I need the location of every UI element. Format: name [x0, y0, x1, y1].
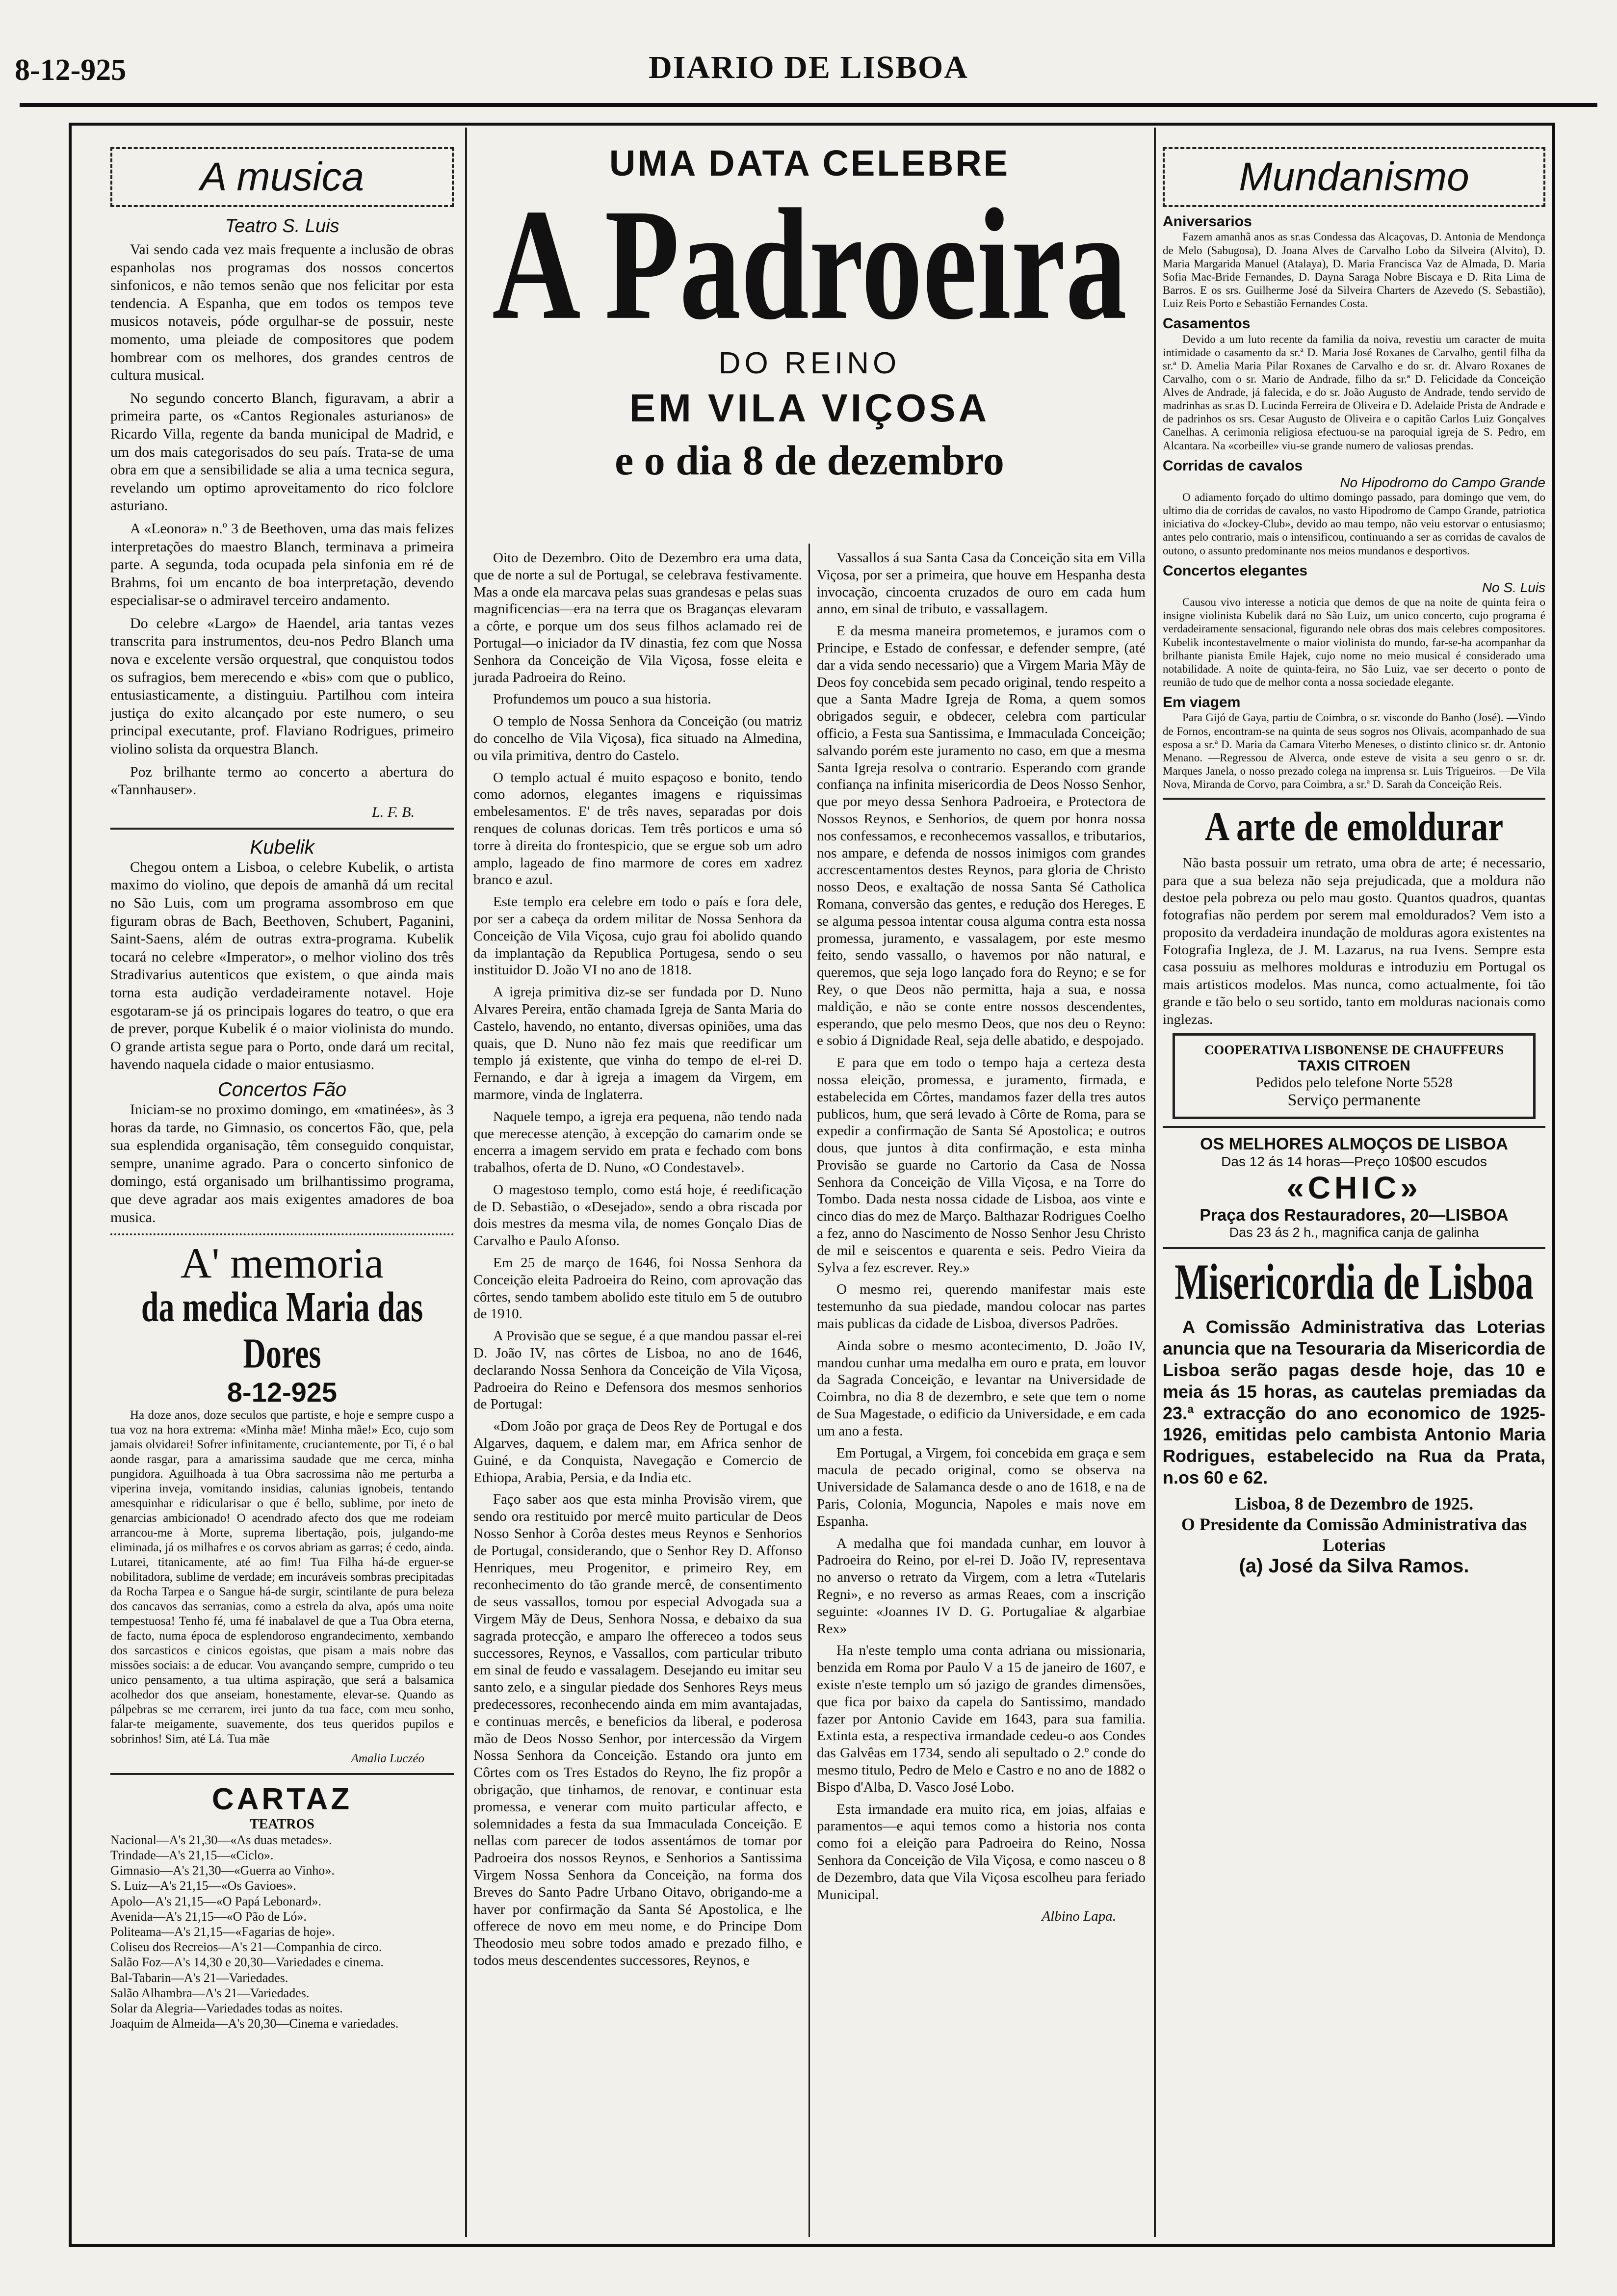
divider — [110, 1773, 454, 1775]
column-rule — [1154, 128, 1156, 2237]
center-column-2 — [817, 549, 1146, 1925]
paragraph: E para que em todo o tempo haja a certeza desta nossa eleição, promessa, e juramento, firmada, e estabelecida em Côrtes, mandamos fazer della tres autos publicos, hum, que será levado à Côrte de Roma, para se expedir a confirmação de Santa Sé Apostolica; e outros dous, que juntos à dita confirmação, e esta minha Provisão se guarde no Cartorio da Casa de Nossa Senhora da Conceição de Villa Viçosa, e na Torre do Tombo. Dada nesta nossa cidade de Lisboa, aos vinte e cinco dias do mez de Março. Balthazar Rodrigues Coelho a fez, anno do Nascimento de Nosso Senhor Jesu Christo de mil e seiscentos e quarenta e seis. Pedro Vieira da Sylva a fez escrever. Rey.» — [817, 1055, 1146, 1276]
corridas-text: O adiamento forçado do ultimo domingo passado, para domingo que vem, do ultimo dia de corridas de cavalos, no vasto Hipodromo de Campo Grande, patriotica iniciativa do «Jockey-Club», devido ao mau tempo, não veiu estorvar o entusiasmo; antes pelo contrario, mais o intensificou, continuando a ser as corridas de cavalos de outono, o assunto predominante nos meios mundanos e desportivos. — [1163, 491, 1545, 557]
divider — [110, 1233, 454, 1235]
cartaz-title: CARTAZ — [211, 1782, 353, 1816]
paragraph: A Provisão que se segue, é a que mandou passar el-rei D. João IV, nas côrtes de Lisboa, no ano de 1646, declarando Nossa Senhora da Conceição de Vila Viçosa, Padroeira do Reino e Defensora dos mesmos senhorios de Portugal: — [473, 1328, 802, 1412]
cartaz-item: Salão Alhambra—A's 21—Variedades. — [110, 1985, 310, 2000]
cartaz-item: Apolo—A's 21,15—«O Papá Lebonard». — [110, 1894, 322, 1908]
header-rule — [20, 103, 1597, 107]
viagem-text: Para Gijó de Gaya, partiu de Coimbra, o sr. visconde do Banho (José). —Vindo de Fornos, encontram-se na quinta de seus sogros nos Olivais, acompanhado de sua esposa a sr.ª D. Maria da Camara Viterbo Meneses, o distinto clinico sr. dr. Antonio Menano. —Regressou de Alverca, onde esteve de visita a seu genro o sr. dr. Marques Janela, o nosso prezado colega na imprensa sr. Luis Trigueiros. —De Vila Nova, Miranda de Corvo, para Coimbra, a sr.ª D. Sarah da Conceição Reis. — [1163, 711, 1545, 791]
section-title-mundanismo: Mundanismo — [1163, 147, 1545, 207]
concertos-subheading: No S. Luis — [1482, 580, 1545, 596]
paragraph: Em 25 de março de 1646, foi Nossa Senhora da Conceição eleita Padroeira do Reino, com aprovação das côrtes, sendo tambem abolido este titulo em 5 de outubro de 1910. — [473, 1255, 802, 1322]
divider — [110, 828, 454, 830]
paragraph: A igreja primitiva diz-se ser fundada por D. Nuno Alvares Pereira, então chamada Igreja de Santa Maria do Castelo, havendo, no entanto, diversas opiniões, uma das quais, que D. Nuno não fez mais que reedificar um templo já existente, que vinha do tempo de el-rei D. Fernando, e dar à igreja a imagem da Virgem, em marmore, vinda de Inglaterra. — [473, 984, 802, 1102]
teatro-signature: L. F. B. — [372, 804, 415, 820]
paragraph: Vassallos á sua Santa Casa da Conceição sita em Villa Viçosa, por ser a primeira, que houve em Hespanha desta invocação, cincoenta cruzados de ouro em cada hum anno, em sinal de tributo, e vassallagem. — [817, 550, 1146, 617]
paragraph: Naquele tempo, a igreja era pequena, não tendo nada que merecesse atenção, à excepção do camarim onde se encerra a imagem servido em prata e fechado com bons trabalhos, oferta de D. Nuno, «O Condestavel». — [473, 1108, 802, 1176]
coop-ad — [1173, 1033, 1536, 1119]
casamentos-text: Devido a um luto recente da familia da noiva, revestiu um caracter de muita intimidade o casamento da sr.ª D. Maria José Roxanes de Carvalho, gentil filha da sr.ª D. Amelia Maria Pilar Roxanes de Carvalho e do sr. dr. Alvaro Roxanes de Carvalho, com o sr. Mario de Andrade, filho da sr.ª D. Felicidade da Conceição Alves de Andrade, já falecida, e do sr. João Augusto de Andrade, tendo servido de madrinhas as sr.as D. Lucinda Ferreira de Oliveira e D. Adelaide Prista de Andrade e de padrinhos os srs. Cesar Augusto de Oliveira e o capitão Carlos Luiz Gonçalves Canelhas. A cerimonia religiosa efectuou-se na paroquial igreja de S. Pedro, em Alcantara. Na «corbeille» viu-se grande numero de valiosas prendas. — [1163, 333, 1545, 452]
teatro-article — [110, 241, 454, 799]
chic-line1: OS MELHORES ALMOÇOS DE LISBOA — [1200, 1134, 1508, 1153]
chic-ad — [1163, 1135, 1545, 1240]
cartaz-item: Salão Foz—A's 14,30 e 20,30—Variedades e cinema. — [110, 1955, 384, 1970]
column-rule — [465, 128, 467, 2237]
paragraph: A medalha que foi mandada cunhar, em louvor à Padroeira do Reino, por el-rei D. João IV, representava no anverso o retrato da Virgem, com a letra «Tutelaris Regni», e no reverso as armas Reaes, com a inscrição seguinte: «Joannes IV D. G. Portugaliae & algarbiae Rex» — [817, 1535, 1146, 1637]
memoria-title: A' memoria — [180, 1240, 384, 1288]
coop-service: Serviço permanente — [1287, 1091, 1421, 1109]
memoria-subtitle: da medica Maria das Dores — [141, 1283, 423, 1377]
paragraph: O templo actual é muito espaçoso e bonito, tendo como adornos, elegantes imagens e riquissimas embelesamentos. E' de três naves, separadas por dois renques de colunas doricas. Tem três porticos e uma só torre à direita do frontespicio, que se ergue sob um adro amplo, lageado de fino marmore de cores em xadrez branco e azul. — [473, 769, 802, 888]
page-date: 8-12-925 — [15, 53, 127, 87]
paragraph: Em Portugal, a Virgem, foi concebida em graça e sem macula de pecado original, como se observa na Universidade de Salamanca desde o ano de 1618, e na de Paris, Colonia, Moguncia, Napoles e mais nove em Espanha. — [817, 1445, 1146, 1529]
paragraph: Profundemos um pouco a sua historia. — [493, 691, 711, 707]
headline-sub1: DO REINO — [718, 346, 901, 380]
viagem-heading: Em viagem — [1163, 694, 1241, 710]
paragraph: E da mesma maneira prometemos, e juramos com o Principe, e Estado de confessar, e defender sempre, (até dar a vida sendo necessario) que a Virgem Maria Mãy de Deos foy concebida sem pecado original, tendo respeito a que a Santa Madre Igreja de Roma, a quem somos obrigados seguir, e obdecer, celebra com particular officio, a Festa sua Santissima, e Immaculada Conceição; salvando porém este juramento no caso, em que a mesma Santa Igreja resolva o contrario. Esperando com grande confiança na infinita misericordia de Deos Nosso Senhor, que por meyo dessa Senhora Padroeira, e Protectora de Nossos Reynos, e Senhorios, de quem por honra nossa nos confessamos, e reconhecemos vassallos, e tributarios, nos ampare, e defenda de nossos inimigos com grandes accrescentamentos destes Reynos, para gloria de Christo nosso Deos, e exaltação de nossa Santa Sé Catholica Romana, conversão das gentes, e redução dos Hereges. E se alguma pessoa intentar cousa alguma contra esta nossa promessa, juramento, e vassalagem, por este mesmo feito, sendo vassallo, o havemos por não natural, e queremos, que seja logo lançado fora do Reyno; e se for Rey, o que Deos não permitta, haja a sua, e nossa maldição, e não se conte entre nossos descendentes, esperando, que pelo mesmo Deos, que nos deu o Reyno: e sobio á Dignidade Real, seja delle abatido, e despojado. — [817, 623, 1146, 1049]
headline-main: A Padroeira — [492, 176, 1127, 353]
cartaz-item: Coliseu dos Recreios—A's 21—Companhia de circo. — [110, 1940, 382, 1955]
section-title-musica: A musica — [110, 147, 454, 207]
cartaz-item: Solar da Alegria—Variedades todas as noites. — [110, 2001, 343, 2015]
paragraph: Do celebre «Largo» de Haendel, aria tantas vezes transcrita para instrumentos, deu-nos Pedro Blanch uma nova e excelente versão orquestral, que conquistou todos os sufragios, bem merecendo e «bis» com que o publico, entusiasticamente, a distinguiu. Partilhou com inteira justiça do exito alcançado por este numero, o seu principal executante, prof. Flaviano Rodrigues, primeiro violino solista da orquestra Blanch. — [110, 615, 454, 757]
paragraph: O templo de Nossa Senhora da Conceição (ou matriz do concelho de Vila Viçosa), fica situado na Almedina, ou vila primitiva, dentro do Castelo. — [473, 713, 802, 763]
cartaz-item: Joaquim de Almeida—A's 20,30—Cinema e variedades. — [110, 2016, 399, 2031]
cartaz-item: Trindade—A's 21,15—«Ciclo». — [110, 1848, 274, 1863]
paragraph: «Dom João por graça de Deos Rey de Portugal e dos Algarves, daquem, e dalem mar, em Africa senhor de Guiné, e da Conquista, Navegação e Comercio de Ethiopa, Arabia, Persia, e da India etc. — [473, 1418, 802, 1486]
coop-subtitle: TAXIS CITROEN — [1298, 1057, 1410, 1074]
misericordia-date: Lisboa, 8 de Dezembro de 1925. — [1234, 1494, 1474, 1514]
cartaz-item: Politeama—A's 21,15—«Fagarias de hoje». — [110, 1925, 335, 1939]
fao-article: Iniciam-se no proximo domingo, em «matinées», às 3 horas da tarde, no Gimnasio, os concertos Fão, que, pela sua esplendida organisação, têm conseguido conquistar, sempre, unanime agrado. Para o concerto sinfonico de domingo, está organisado um brilhantissimo programa, que deve agradar aos mais exigentes amadores de boa musica. — [110, 1101, 454, 1226]
headline-sub2: EM VILA VIÇOSA — [629, 386, 990, 430]
arte-text: Não basta possuir um retrato, uma obra de arte; é necessario, para que a sua beleza não seja prejudicada, que a moldura não destoe pela pobreza ou pelo mau gosto. Quantos quadros, quantas fotografias não perdem por serem mal emoldurados? Vem isto a proposito da verdadeira inundação de molduras agora existentes na Fotografia Ingleza, de J. M. Lazarus, na rua Ivens. Sempre esta casa possuiu as melhores molduras e introduziu em Portugal os mais artisticos modelos. Mas nunca, como actualmente, foi tão grande e tão belo o seu sortido, tanto em molduras nacionais como inglezas. — [1163, 855, 1545, 1027]
chic-line2: Das 12 ás 14 horas—Preço 10$00 escudos — [1221, 1153, 1487, 1169]
teatro-heading: Teatro S. Luis — [225, 216, 339, 236]
center-headline-block — [471, 142, 1148, 485]
paragraph: O magestoso templo, como está hoje, é reedificação de D. Sebastião, o «Desejado», sendo a obra riscada por dois mestres da mesma vila, de nomes Gonçalo Dias de Carvalho e Paulo Afonso. — [473, 1181, 802, 1249]
paragraph: Poz brilhante termo ao concerto a abertura do «Tannhauser». — [110, 763, 454, 798]
cartaz-item: S. Luiz—A's 21,15—«Os Gavioes». — [110, 1879, 296, 1893]
memoria-signature: Amalia Luczéo — [351, 1751, 424, 1765]
paragraph: Faço saber aos que esta minha Provisão virem, que sendo ora restituido por mercê muito particular de Deos Nosso Senhor à Corôa destes meus Reynos e Senhorios de Portugal, considerando, que o Senhor Rey D. Affonso Henriques, meu Progenitor, e primeiro Rey, em reconhecimento do tão grande mercê, de consentimento de seus vassallos, tomou por especial Advogada sua a Virgem Mãy de Deus, Senhora Nossa, e debaixo da sua sagrada protecção, e amparo lhe offereceo a todos seus successores, Reynos, e Vassallos, com particular tributo em sinal de feudo e vassalagem. Desejando eu imitar seu santo zelo, e a singular piedade dos Senhores Reys meus predecessores, reconhecendo ainda em mim avantajadas, e continuas mercês, e beneficios da liberal, e poderosa mão de Deos Nosso Senhor, por intercessão da Virgem Nossa Senhora da Conceição. Estando ora junto em Côrtes com os Tres Estados do Reyno, lhe fiz propôr a obrigação, que tinhamos, de renovar, e continuar esta promessa, e venerar com muito particular affecto, e solemnidades a festa da sua Immaculada Conceição. E nellas com parecer de todos assentámos de tomar por Padroeira dos nossos Reynos, e Senhorios a Santissima Virgem Nossa Senhora da Conceição, na forma dos Breves do Santo Padre Urbano Oitavo, obrigando-me a haver por confirmação da Santa Sé Apostolica, e lhe offerece de novo em meu nome, e do Principe Dom Theodosio meu sobre todos amado e prezado filho, e todos meus descendentes successores, Reynos, e — [473, 1491, 802, 1968]
cartaz-item: Gimnasio—A's 21,30—«Guerra ao Vinho». — [110, 1863, 335, 1878]
aniversarios-heading: Aniversarios — [1163, 213, 1252, 230]
cartaz-subtitle: TEATROS — [250, 1816, 314, 1832]
divider — [1163, 1247, 1545, 1249]
right-column — [1163, 147, 1545, 1577]
paragraph: Este templo era celebre em todo o país e fora dele, por ser a cabeça da ordem militar de Nossa Senhora da Conceição de Vila Viçosa, cujo grau foi abolido quando da implantação da Republica Portugesa, sendo o seu instituidor D. João VI no ano de 1818. — [473, 894, 802, 978]
paragraph: No segundo concerto Blanch, figuravam, a abrir a primeira parte, os «Cantos Regionales asturianos» de Ricardo Villa, regente da banda municipal de Madrid, e um dos mais categorisados do seu país. Trata-se de uma obra em que a sensibilidade se alia a uma tecnica segura, revelando um optimo aproveitamento do rico folclore asturiano. — [110, 390, 454, 514]
paragraph: A «Leonora» n.º 3 de Beethoven, uma das mais felizes interpretações do maestro Blanch, terminava a primeira parte. A segunda, toda ocupada pela sinfonia em ré de Brahms, foi um encanto de boa interpretação, devendo especialisar-se o admiravel terceiro andamento. — [110, 520, 454, 609]
memoria-text: Ha doze anos, doze seculos que partiste, e hoje e sempre cuspo a tua voz na hora extrema: «Minha mãe! Minha mãe!» Eco, cujo som jamais olvidarei! Sofrer infinitamente, cruciantemente, por Ti, é o bal aonde rasgar, para a amarissima saudade que me cerca, minha pungidora. Aguilhoada à tua Obra sacrossima não me perturba a viperina inveja, vomitando insidias, calunias ignobeis, tentando amesquinhar e ridicularisar o que é bello, sublime, por ineto de genarcias ambicionado! O acendrado afecto dos que me rodeiam arrancou-me à Morte, suprema libertação, pois, julgando-me eliminada, já os milhafres e os corvos abriam as garras; é cedo, ainda. Lutarei, titanicamente, até ao fim! Tua Filha há-de erguer-se nobilitadora, sublime de verdade; em incuráveis sombras precipitadas da Rocha Tarpea e o Sangue há-de surgir, scintilante de pura beleza dos cancavos das serranias, como a estrela da alva, após uma noite tempestuosa! Tenho fé, uma fé inabalavel de que a Tua Obra eterna, de facto, numa época de esplendoroso engrandecimento, xembando dos sarcasticos e cinicos egoistas, que pisam a mais nobre das missões sociais: a de educar. Vou avançando sempre, cumprido o teu unico pensamento, a tua ultima aspiração, que será a balsamica acolhedor dos que anseiam, honestamente, elevar-se. Quando as pálpebras se me cerrarem, irei junto da tua face, com meu sonho, falar-te meigamente, suavemente, dos teus queridos pupilos e sobrinhos! Sim, até Lá. Tua mãe — [110, 1408, 454, 1746]
article-signature: Albino Lapa. — [1042, 1908, 1116, 1925]
corridas-heading: Corridas de cavalos — [1163, 457, 1303, 474]
casamentos-heading: Casamentos — [1163, 315, 1251, 332]
corridas-subheading: No Hipodromo do Campo Grande — [1340, 475, 1545, 491]
concertos-text: Causou vivo interesse a noticia que demos de que na noite de quinta feira o insigne violinista Kubelik dará no São Luiz, um unico concerto, cujo programa é verdadeiramente sensacional, figurando nele obras dos mais celebres compositores. Kubelik incontestavelmente o maior violinista do mundo, far-se-ha acompanhar da brilhante pianista Emile Hajek, cujo nome no meio musical é considerado uma notabilidade. A noite de quinta-feira, no São Luiz, vae ser decerto o ponto de reunião de tudo que de melhor conta a nossa sociedade elegante. — [1163, 596, 1545, 688]
paragraph: Ainda sobre o mesmo acontecimento, D. João IV, mandou cunhar uma medalha em ouro e prata, em louvor da Sagrada Conceição, e levantar na Universidade de Coimbra, no dia 8 de dezembro, e sete que tem o nome de Sua Magestade, o edificio da Universidade, e em cada um ano a festa. — [817, 1337, 1146, 1439]
arte-title: A arte de emoldurar — [1204, 804, 1504, 850]
paragraph: Oito de Dezembro. Oito de Dezembro era uma data, que de norte a sul de Portugal, se celebrava festivamente. Mas a onde ela marcava pelas suas grandesas e pelas suas magnificencias—era na terra que os Braganças elevaram a côrte, e porque um dos seus filhos aclamado rei de Portugal—o iniciador da IV dinastia, fez com que Nossa Senhora da Conceição de Vila Viçosa, fosse eleita e jurada Padroeira do Reino. — [473, 550, 802, 685]
misericordia-title: Misericordia de Lisboa — [1174, 1254, 1534, 1311]
newspaper-title: DIARIO DE LISBOA — [649, 50, 968, 85]
cartaz-item: Nacional—A's 21,30—«As duas metades». — [110, 1832, 332, 1847]
cartaz-item: Avenida—A's 21,15—«O Pão de Ló». — [110, 1909, 307, 1924]
chic-line4: Das 23 ás 2 h., magnifica canja de galinha — [1229, 1225, 1479, 1240]
column-rule — [808, 544, 810, 2237]
memoria-date: 8-12-925 — [227, 1376, 338, 1408]
center-column-1 — [473, 549, 802, 1974]
headline-kicker: UMA DATA CELEBRE — [609, 143, 1010, 183]
paragraph: Esta irmandade era muito rica, em joias, alfaias e paramentos—e aqui temos como a historia nos conta como foi a eleição para Padroeira do Reino, Nossa Senhora da Conceição de Vila Viçosa, e como nasceu o 8 de Dezembro, data que Vila Viçosa escolheu para feriado Municipal. — [817, 1801, 1146, 1903]
misericordia-text: A Comissão Administrativa das Loterias anuncia que na Tesouraria da Misericordia de Lisboa serão pagas desde hoje, das 10 e meia ás 15 horas, as cautelas premiadas da 23.ª extracção do ano economico de 1925-1926, emitidas pelo cambista Antonio Maria Rodrigues, estabelecido na Rua da Prata, n.os 60 e 62. — [1163, 1316, 1545, 1488]
misericordia-president: O Presidente da Comissão Administrativa das Loterias — [1181, 1514, 1527, 1555]
cartaz-item: Bal-Tabarin—A's 21—Variedades. — [110, 1970, 288, 1985]
divider — [1163, 1126, 1545, 1128]
fao-heading: Concertos Fão — [217, 1078, 347, 1100]
paragraph: Vai sendo cada vez mais frequente a inclusão de obras espanholas nos programas dos nossos concertos sinfonicos, e não temos senão que nos felicitar por esta tendencia. A Espanha, que em todos os tempos teve musicos notaveis, póde orgulhar-se de possuir, neste momento, uma pleiade de compositores que podem hombrear com os melhores, dos grandes centros de cultura musical. — [110, 241, 454, 384]
chic-line3: Praça dos Restauradores, 20—LISBOA — [1200, 1205, 1509, 1225]
cartaz-list — [110, 1832, 454, 2031]
kubelik-heading: Kubelik — [250, 836, 314, 858]
divider — [1163, 798, 1545, 800]
aniversarios-text: Fazem amanhã anos as sr.as Condessa das Alcaçovas, D. Antonia de Mendonça de Melo (Sabugosa), D. Joana Alves de Carvalho Lobo da Silveira (Alvito), D. Maria Margarida Manuel (Atalaya), D. Maria Francisca Vaz de Almada, D. Maria Sofia Mac-Bride Fernandes, D. Dayna Saraga Nobre Biscaya e D. Rita Lima de Barros. E os srs. Guilherme José da Silveira Charters de Azevedo (S. Sebastião), Luiz Reis Porto e Sebastião Fernandes Costa. — [1163, 231, 1545, 310]
coop-phone: Pedidos pelo telefone Norte 5528 — [1255, 1074, 1453, 1091]
chic-name: «CHIC» — [1286, 1170, 1422, 1205]
coop-title: COOPERATIVA LISBONENSE DE CHAUFFEURS — [1204, 1042, 1504, 1057]
misericordia-signature: (a) José da Silva Ramos. — [1239, 1555, 1469, 1577]
paragraph: Ha n'este templo uma conta adriana ou missionaria, benzida em Roma por Paulo V a 15 de janeiro de 1607, e existe n'este templo um só jazigo de grandes dimensões, que fica por baixo da capela do Santissimo, mandado fazer por Antonio Cavide em 1643, para sua familia. Extinta esta, a respectiva irmandade cedeu-o aos Condes das Galvêas em 1734, sendo ali sepultado o 2.º conde do mesmo titulo, Pedro de Melo e Castro e no ano de 1882 o Bispo d'Alba, D. Vasco José Lobo. — [817, 1643, 1146, 1795]
kubelik-article: Chegou ontem a Lisboa, o celebre Kubelik, o artista maximo do violino, que depois de amanhã dá um recital no São Luis, com um programa assombroso em que figuram obras de Bach, Beethoven, Schubert, Paganini, Saint-Saens, além de outras extra-programa. Kubelik tocará no celebre «Imperator», o melhor violino dos três Stradivarius autenticos que existem, o que ainda mais torna esta audição verdadeiramente notavel. Hoje esgotaram-se já os principais logares do teatro, o que era de prever, porque Kubelik é o maior violinista do mundo. O grande artista segue para o Porto, onde dará um recital, havendo naquela cidade o maior entusiasmo. — [110, 859, 454, 1073]
headline-sub3: e o dia 8 de dezembro — [615, 437, 1004, 484]
concertos-heading: Concertos elegantes — [1163, 562, 1308, 579]
paragraph: O mesmo rei, querendo manifestar mais este testemunho da sua piedade, mandou colocar nas partes mais publicas da cidade de Lisboa, diversos Padrões. — [817, 1281, 1146, 1332]
left-column — [110, 147, 454, 2031]
mundanismo-body — [1163, 213, 1545, 791]
